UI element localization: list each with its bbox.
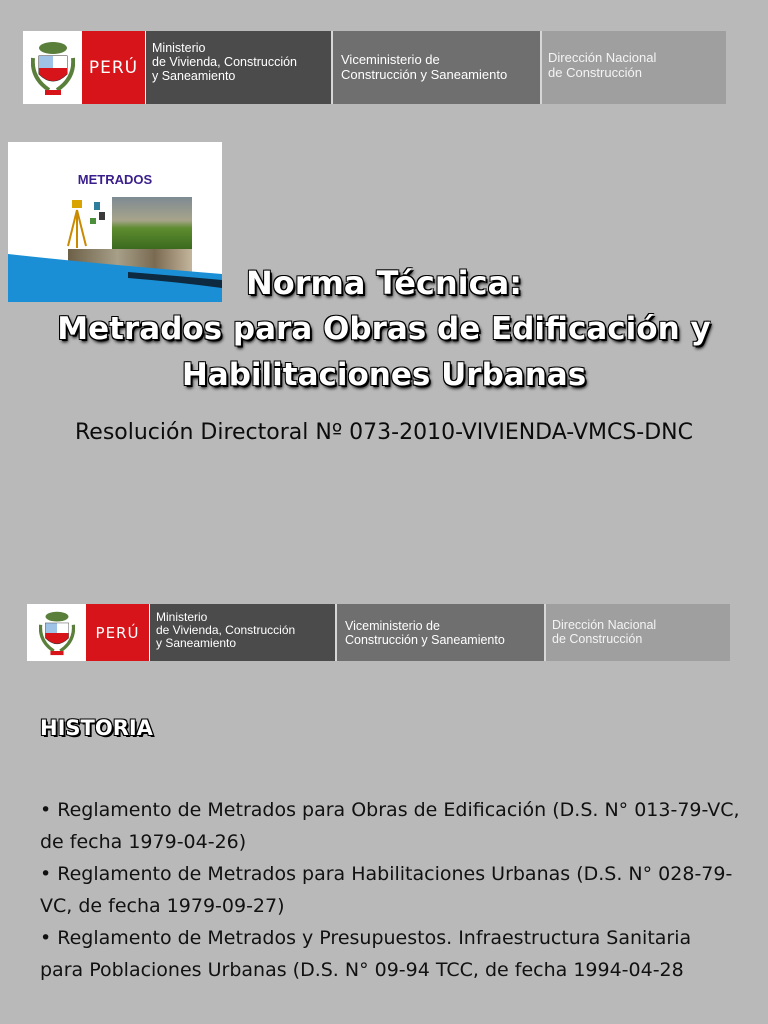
title-line-1: Norma Técnica: xyxy=(246,264,522,302)
viceministry-line: Viceministerio de xyxy=(341,52,440,67)
direction-label xyxy=(540,31,726,104)
ministry-line: y Saneamiento xyxy=(152,69,236,83)
viceministry-line: Construcción y Saneamiento xyxy=(345,633,505,647)
peru-label: PERÚ xyxy=(82,31,145,104)
title-line-2: Metrados para Obras de Edificación y xyxy=(57,311,711,347)
direction-line: de Construcción xyxy=(548,65,642,80)
peru-label: PERÚ xyxy=(86,604,149,661)
direction-line: de Construcción xyxy=(552,632,643,646)
viceministry-label xyxy=(335,604,544,661)
ministry-line: Ministerio xyxy=(152,41,206,55)
historia-heading: HISTORIA xyxy=(40,716,153,740)
list-item: • Reglamento de Metrados para Obras de Edificación (D.S. N° 013-79-VC, de fecha 1979-04-26) xyxy=(40,799,740,853)
list-item: • Reglamento de Metrados para Habilitaciones Urbanas (D.S. N° 028-79-VC, de fecha 1979-09-27) xyxy=(40,863,733,917)
coat-of-arms-icon xyxy=(27,604,86,661)
viceministry-line: Viceministerio de xyxy=(345,619,440,633)
coat-of-arms-icon xyxy=(23,31,82,104)
thumbnail-title: METRADOS xyxy=(77,172,153,187)
viceministry-label xyxy=(331,31,540,104)
ministry-line: de Vivienda, Construcción xyxy=(152,55,297,69)
direction-label xyxy=(544,604,730,661)
direction-line: Dirección Nacional xyxy=(552,618,657,632)
direction-line: Dirección Nacional xyxy=(548,50,657,65)
ministry-label xyxy=(145,31,331,104)
historia-list xyxy=(40,794,740,986)
ministry-line: y Saneamiento xyxy=(156,636,237,650)
header-banner-top xyxy=(23,31,726,104)
title-line-3: Habilitaciones Urbanas xyxy=(181,357,587,393)
header-banner-bottom xyxy=(27,604,730,661)
list-item: • Reglamento de Metrados y Presupuestos. Infraestructura Sanitaria para Poblaciones Urbanas (D.S. N° 09-94 TCC, de fecha 1994-04-28 xyxy=(40,927,692,981)
landscape-photo xyxy=(112,197,192,249)
viceministry-line: Construcción y Saneamiento xyxy=(341,67,508,82)
surveying-tripod-icon xyxy=(66,198,110,258)
page-title xyxy=(0,260,768,398)
ministry-line: de Vivienda, Construcción xyxy=(156,623,296,637)
ministry-line: Ministerio xyxy=(156,610,208,624)
resolution-subtitle: Resolución Directoral Nº 073-2010-VIVIENDA-VMCS-DNC xyxy=(74,420,694,445)
ministry-label xyxy=(149,604,335,661)
